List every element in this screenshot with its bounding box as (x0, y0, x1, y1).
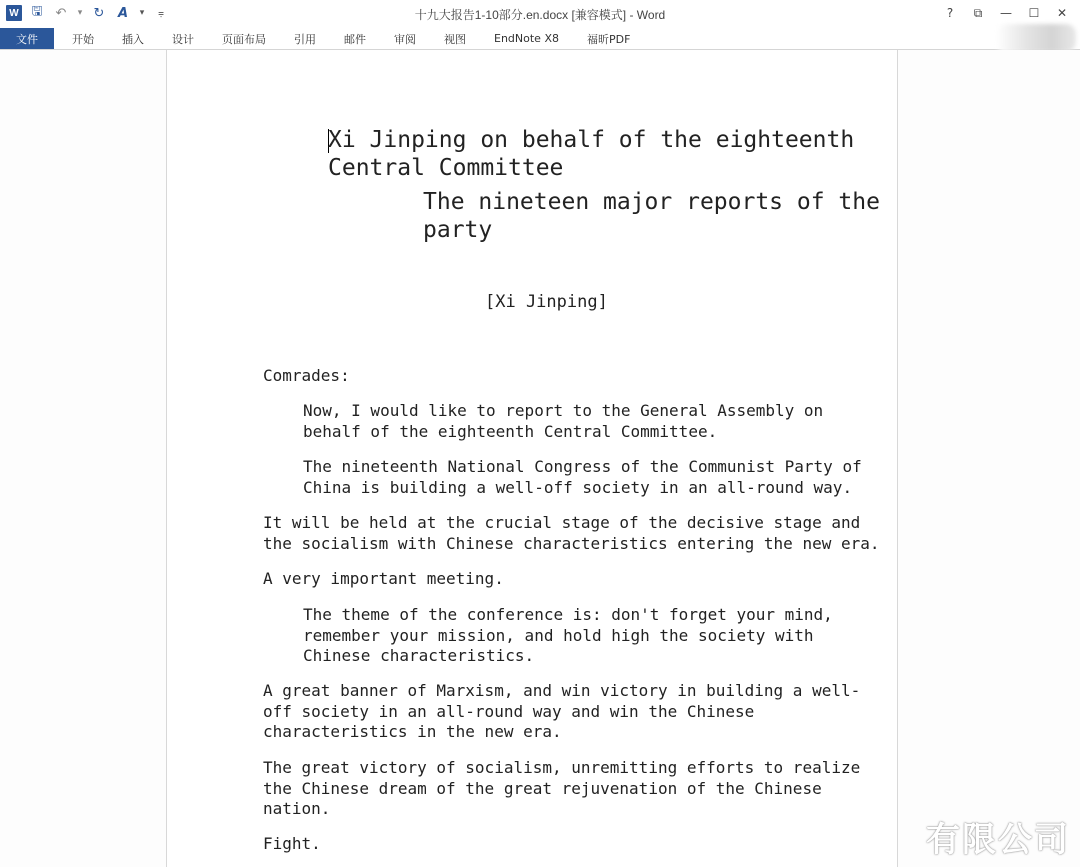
window-title: 十九大报告1-10部分.en.docx [兼容模式] - Word (414, 8, 666, 22)
save-icon[interactable]: 🖫 (31, 4, 43, 19)
tab-view[interactable]: 视图 (444, 32, 466, 46)
close-icon[interactable]: ✕ (1056, 6, 1068, 20)
paragraph: Now, I would like to report to the General Assembly on behalf of the eighteenth Central Committee. (303, 401, 824, 441)
tab-review[interactable]: 审阅 (394, 32, 416, 46)
paragraph: The great victory of socialism, unremitting efforts to realize the Chinese dream of the great rejuvenation of the Chinese nation. (263, 758, 861, 819)
document-author: [Xi Jinping] (485, 292, 608, 312)
tab-references[interactable]: 引用 (294, 32, 316, 46)
customize-toolbar-icon[interactable]: ⩦ (158, 7, 164, 19)
ribbon-tab-bar (0, 28, 1080, 50)
paragraph: The nineteenth National Congress of the Communist Party of China is building a well-off society in an all-round way. (303, 457, 862, 497)
tab-endnote[interactable]: EndNote X8 (494, 32, 559, 45)
paragraph: A very important meeting. (263, 569, 504, 588)
spelling-dropdown-icon[interactable]: ▾ (139, 8, 145, 18)
tab-home[interactable]: 开始 (72, 32, 94, 46)
tab-file[interactable]: 文件 (0, 28, 54, 49)
window-controls (938, 3, 1074, 23)
paragraph: The theme of the conference is: don't forget your mind, remember your mission, and hold high the society with Chinese characteristics. (303, 605, 833, 666)
paragraph: Fight. (263, 834, 321, 853)
document-subtitle: The nineteen major reports of the party (423, 189, 880, 243)
maximize-icon[interactable]: ☐ (1028, 6, 1040, 20)
undo-icon[interactable]: ↶ (55, 5, 67, 21)
tab-design[interactable]: 设计 (172, 32, 194, 46)
undo-dropdown-icon[interactable]: ▾ (77, 8, 83, 18)
word-app-icon[interactable]: W (6, 5, 22, 21)
document-workspace (0, 50, 1080, 867)
tab-page-layout[interactable]: 页面布局 (222, 32, 266, 46)
minimize-icon[interactable]: — (1000, 6, 1012, 20)
redo-icon[interactable]: ↻ (93, 5, 105, 21)
help-icon[interactable]: ? (946, 6, 954, 20)
document-title: Xi Jinping on behalf of the eighteenth Central Committee (328, 127, 855, 181)
ribbon-display-options-icon[interactable]: ⧉ (973, 5, 983, 20)
tab-mailings[interactable]: 邮件 (344, 32, 366, 46)
title-bar (0, 0, 1080, 29)
paragraph: A great banner of Marxism, and win victory in building a well- off society in an all-round way and win the Chinese characteristics in the new era. (263, 681, 861, 742)
tab-insert[interactable]: 插入 (122, 32, 144, 46)
paragraph: Comrades: (263, 366, 350, 385)
document-page[interactable] (166, 50, 898, 867)
account-avatar[interactable] (996, 24, 1076, 52)
tab-foxit-pdf[interactable]: 福昕PDF (586, 32, 631, 46)
paragraph: It will be held at the crucial stage of the decisive stage and the socialism with Chinese characteristics entering the new era. (263, 513, 880, 553)
watermark: 有限公司 (926, 820, 1070, 860)
spelling-icon[interactable]: A (117, 5, 129, 21)
